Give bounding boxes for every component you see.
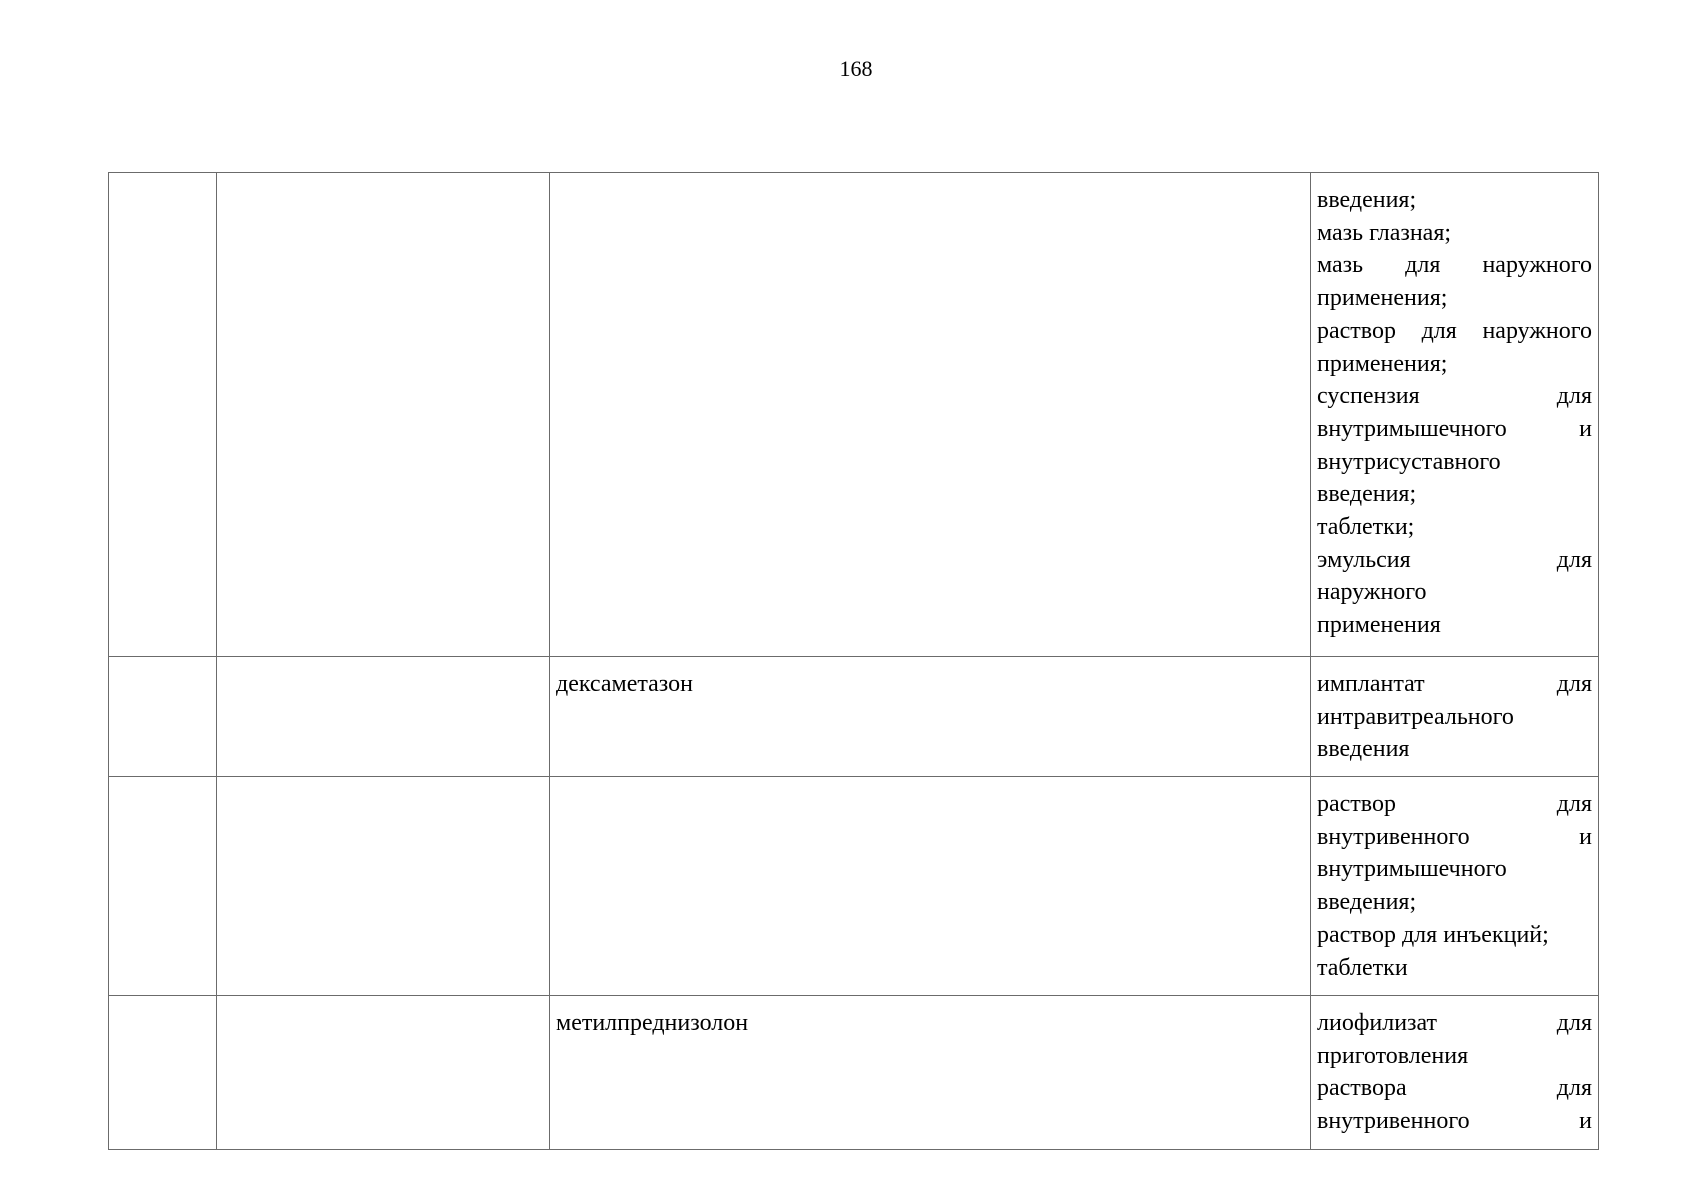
drug-name-cell — [550, 777, 1311, 996]
dosage-form-line: внутривенного и — [1317, 1108, 1592, 1135]
table-body — [109, 173, 1599, 1150]
group-cell — [217, 777, 550, 996]
dosage-form-line: введения; — [1317, 187, 1417, 213]
dosage-form-line: суспензия для — [1317, 383, 1592, 410]
dosage-form-line: таблетки — [1317, 954, 1408, 981]
dosage-forms-cell — [1311, 996, 1599, 1150]
drug-table — [108, 172, 1599, 1150]
code-cell — [109, 996, 217, 1150]
dosage-form-line: наружного — [1317, 579, 1427, 606]
drug-name-cell: метилпреднизолон — [550, 996, 1311, 1150]
dosage-forms-cell — [1311, 657, 1599, 777]
table-row — [109, 173, 1599, 657]
dosage-form-line: введения — [1317, 736, 1410, 763]
dosage-form-line: введения; — [1317, 889, 1417, 916]
dosage-form-line: приготовления — [1317, 1042, 1469, 1069]
dosage-form-line: мазь глазная; — [1317, 219, 1452, 246]
dosage-form-line: раствор для — [1317, 791, 1592, 817]
table-row — [109, 996, 1599, 1150]
code-cell — [109, 657, 217, 777]
dosage-forms-cell — [1311, 777, 1599, 996]
dosage-form-line: введения; — [1317, 481, 1417, 508]
dosage-form-line: внутримышечного и — [1317, 415, 1592, 442]
group-cell — [217, 996, 550, 1150]
dosage-form-line: применения; — [1317, 350, 1448, 377]
dosage-form-line: мазь для наружного — [1317, 252, 1592, 279]
dosage-form-line: раствор для инъекций; — [1317, 921, 1549, 948]
dosage-form-line: применения — [1317, 612, 1441, 639]
dosage-form-line: раствор для наружного — [1317, 317, 1592, 344]
dosage-form-line: интравитреального — [1317, 703, 1514, 730]
table-row — [109, 777, 1599, 996]
dosage-form-line: применения; — [1317, 285, 1448, 312]
dosage-form-line: раствора для — [1317, 1075, 1592, 1102]
page-number: 168 — [839, 56, 873, 81]
table-row — [109, 657, 1599, 777]
dosage-form-line: таблетки; — [1317, 514, 1415, 541]
dosage-form-line: лиофилизат для — [1317, 1010, 1592, 1036]
dosage-form-line: эмульсия для — [1317, 546, 1592, 573]
dosage-form-line: внутримышечного — [1317, 856, 1507, 883]
code-cell — [109, 173, 217, 657]
drug-name-cell: дексаметазон — [550, 657, 1311, 777]
dosage-form-line: имплантат для — [1317, 671, 1592, 697]
group-cell — [217, 173, 550, 657]
drug-name-cell — [550, 173, 1311, 657]
dosage-form-line: внутривенного и — [1317, 823, 1592, 850]
dosage-forms-cell — [1311, 173, 1599, 657]
group-cell — [217, 657, 550, 777]
code-cell — [109, 777, 217, 996]
dosage-form-line: внутрисуставного — [1317, 448, 1501, 475]
